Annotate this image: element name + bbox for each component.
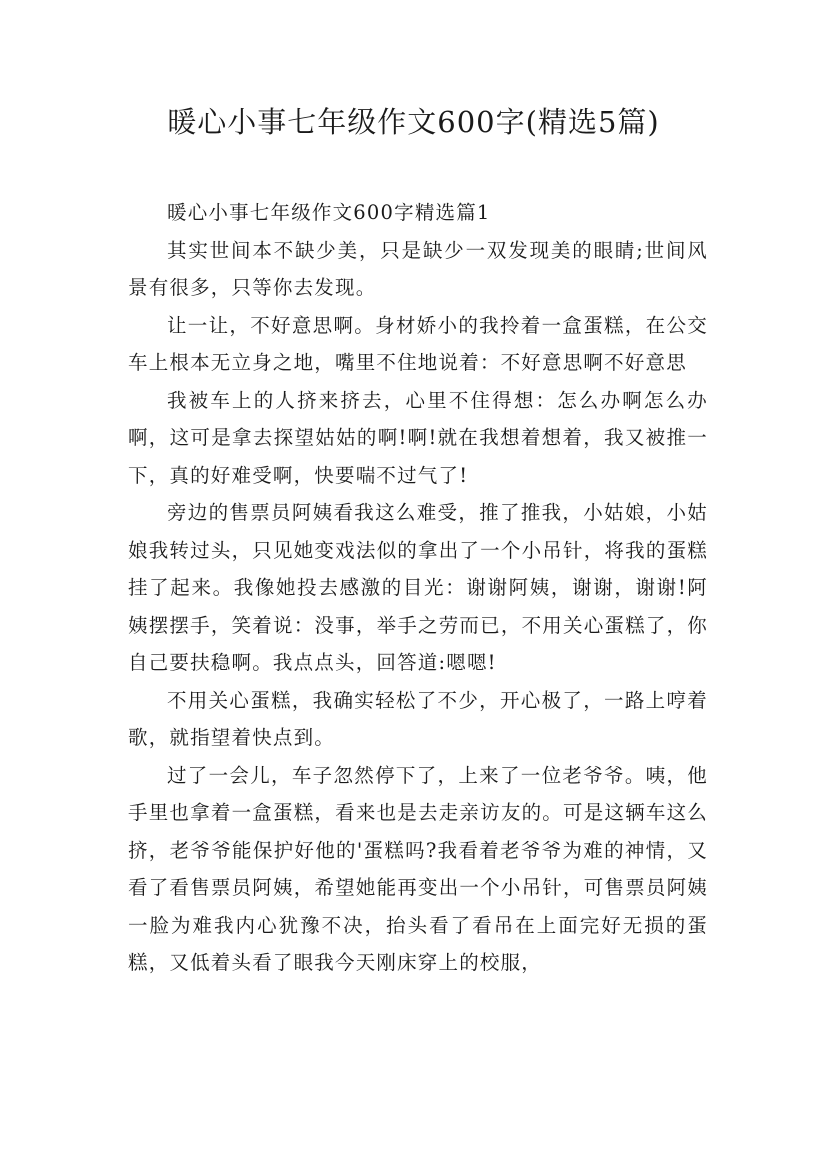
paragraph-5: 不用关心蛋糕，我确实轻松了不少，开心极了，一路上哼着歌，就指望着快点到。 <box>128 688 708 749</box>
paragraph-6: 过了一会儿，车子忽然停下了，上来了一位老爷爷。咦，他手里也拿着一盒蛋糕，看来也是去走亲访友的。可是这辆车这么挤，老爷爷能保护好他的'蛋糕吗?我看着老爷爷为难的神情，又看了看售票员阿姨，希望她能再变出一个小吊针，可售票员阿姨一脸为难我内心犹豫不决，抬头看了看吊在上面完好无损的蛋糕，又低着头看了眼我今天刚床穿上的校服， <box>128 763 708 974</box>
section-heading: 暖心小事七年级作文600字精选篇1 <box>167 201 491 224</box>
paragraph-3: 我被车上的人挤来挤去，心里不住得想：怎么办啊怎么办啊，这可是拿去探望姑姑的啊!啊!就在我想着想着，我又被推一下，真的好难受啊，快要喘不过气了! <box>128 388 708 487</box>
paragraph-2: 让一让，不好意思啊。身材娇小的我拎着一盒蛋糕，在公交车上根本无立身之地，嘴里不住地说着：不好意思啊不好意思 <box>128 313 708 374</box>
document-body <box>128 194 708 982</box>
paragraph-4: 旁边的售票员阿姨看我这么难受，推了推我，小姑娘，小姑娘我转过头，只见她变戏法似的拿出了一个小吊针，将我的蛋糕挂了起来。我像她投去感激的目光：谢谢阿姨，谢谢，谢谢!阿姨摆摆手，笑着说：没事，举手之劳而已，不用关心蛋糕了，你自己要扶稳啊。我点点头，回答道:嗯嗯! <box>128 501 708 674</box>
document-title: 暖心小事七年级作文600字(精选5篇) <box>167 105 660 139</box>
paragraph-1: 其实世间本不缺少美，只是缺少一双发现美的眼睛;世间风景有很多，只等你去发现。 <box>128 238 708 299</box>
